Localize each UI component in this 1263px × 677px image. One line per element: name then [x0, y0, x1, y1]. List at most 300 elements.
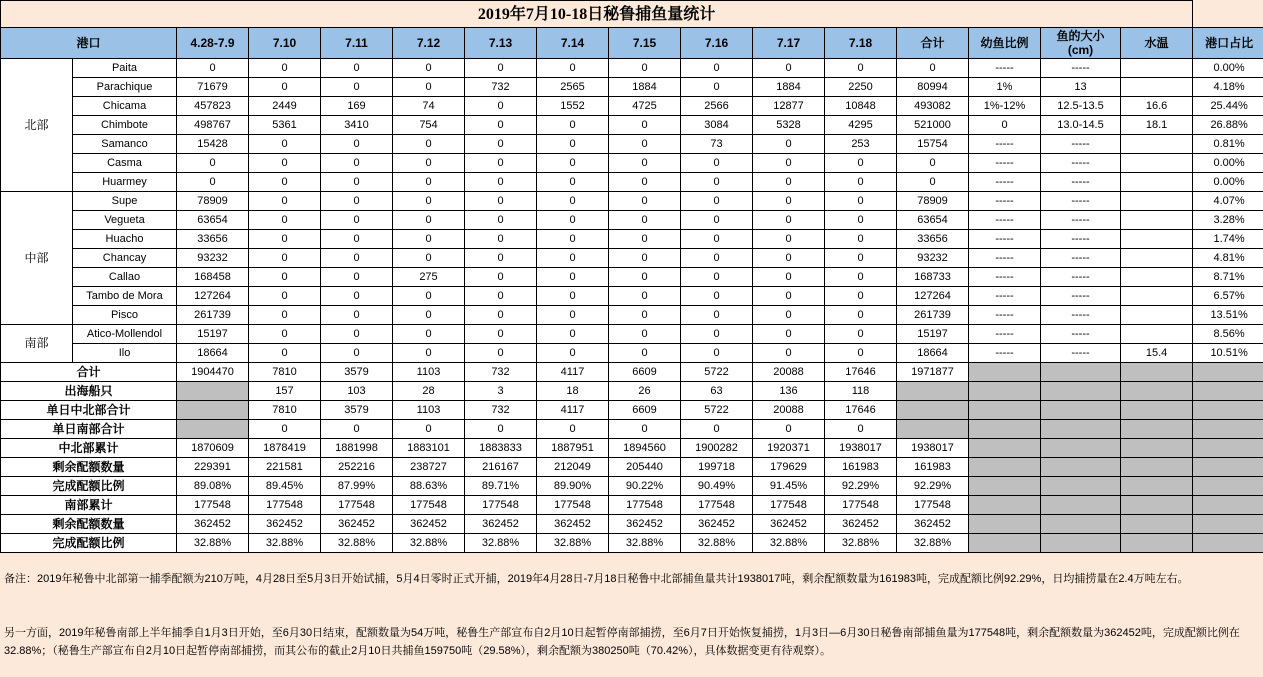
summary-cell: [897, 401, 969, 420]
data-cell: 0: [465, 325, 537, 344]
summary-cell: 0: [465, 420, 537, 439]
summary-label: 合计: [1, 363, 177, 382]
header-fish-size-label: 鱼的大小: [1056, 29, 1105, 43]
data-cell: 16.6: [1121, 97, 1193, 116]
data-cell: 0: [825, 173, 897, 192]
empty-gray-cell: [969, 458, 1041, 477]
summary-label: 中北部累计: [1, 439, 177, 458]
data-cell: 0: [537, 59, 609, 78]
data-cell: -----: [969, 306, 1041, 325]
data-cell: 0: [393, 306, 465, 325]
data-cell: 0: [681, 78, 753, 97]
data-cell: 2449: [249, 97, 321, 116]
summary-cell: 32.88%: [537, 534, 609, 553]
empty-gray-cell: [1041, 515, 1121, 534]
summary-cell: 205440: [609, 458, 681, 477]
data-cell: 10848: [825, 97, 897, 116]
empty-gray-cell: [1193, 515, 1263, 534]
summary-cell: 17646: [825, 401, 897, 420]
data-cell: 5361: [249, 116, 321, 135]
data-cell: 1%: [969, 78, 1041, 97]
header-cell: 幼鱼比例: [969, 28, 1041, 59]
header-cell: 水温: [1121, 28, 1193, 59]
data-cell: 0: [249, 211, 321, 230]
data-cell: 0: [825, 344, 897, 363]
summary-cell: 1938017: [825, 439, 897, 458]
summary-label: 单日南部合计: [1, 420, 177, 439]
data-cell: 0: [321, 59, 393, 78]
data-cell: 0: [465, 116, 537, 135]
port-name: Chimbote: [73, 116, 177, 135]
data-cell: 0: [825, 192, 897, 211]
empty-gray-cell: [969, 534, 1041, 553]
data-cell: 275: [393, 268, 465, 287]
summary-cell: 0: [753, 420, 825, 439]
data-cell: -----: [969, 192, 1041, 211]
data-cell: 0: [609, 154, 681, 173]
summary-cell: 0: [537, 420, 609, 439]
data-cell: 0: [465, 249, 537, 268]
port-name: Supe: [73, 192, 177, 211]
data-cell: 33656: [177, 230, 249, 249]
empty-gray-cell: [969, 477, 1041, 496]
data-cell: 0: [897, 173, 969, 192]
data-cell: 0: [609, 59, 681, 78]
data-cell: 457823: [177, 97, 249, 116]
summary-cell: 18: [537, 382, 609, 401]
summary-cell: 177548: [537, 496, 609, 515]
header-cell: 7.12: [393, 28, 465, 59]
data-cell: -----: [1041, 59, 1121, 78]
data-cell: 0: [249, 325, 321, 344]
empty-gray-cell: [1193, 458, 1263, 477]
data-cell: 0: [825, 325, 897, 344]
data-cell: 0: [609, 211, 681, 230]
data-cell: 0: [249, 306, 321, 325]
data-cell: -----: [969, 268, 1041, 287]
data-cell: 0: [537, 116, 609, 135]
empty-gray-cell: [969, 420, 1041, 439]
summary-cell: 91.45%: [753, 477, 825, 496]
data-cell: 0: [465, 230, 537, 249]
data-cell: 0: [321, 249, 393, 268]
data-cell: 0: [249, 59, 321, 78]
data-cell: -----: [969, 344, 1041, 363]
empty-gray-cell: [1121, 420, 1193, 439]
summary-cell: 0: [249, 420, 321, 439]
table-row: [1, 78, 1263, 97]
port-name: Chicama: [73, 97, 177, 116]
data-cell: 0: [753, 173, 825, 192]
summary-cell: 177548: [321, 496, 393, 515]
empty-gray-cell: [1121, 477, 1193, 496]
data-cell: 0: [825, 154, 897, 173]
data-cell: -----: [969, 154, 1041, 173]
data-cell: -----: [969, 211, 1041, 230]
summary-row: [1, 401, 1263, 420]
data-cell: 0: [321, 192, 393, 211]
data-cell: -----: [1041, 173, 1121, 192]
empty-gray-cell: [1193, 477, 1263, 496]
empty-gray-cell: [1121, 401, 1193, 420]
data-cell: 1884: [609, 78, 681, 97]
data-cell: 13.51%: [1193, 306, 1263, 325]
data-cell: -----: [1041, 249, 1121, 268]
summary-cell: 6609: [609, 363, 681, 382]
summary-cell: 1894560: [609, 439, 681, 458]
data-cell: -----: [1041, 268, 1121, 287]
empty-gray-cell: [1041, 477, 1121, 496]
data-cell: 0: [321, 135, 393, 154]
port-name: Ilo: [73, 344, 177, 363]
region-label: 南部: [1, 325, 73, 363]
data-cell: [1121, 306, 1193, 325]
empty-gray-cell: [1041, 534, 1121, 553]
empty-gray-cell: [1121, 363, 1193, 382]
data-cell: 127264: [177, 287, 249, 306]
data-cell: -----: [969, 325, 1041, 344]
summary-row: [1, 420, 1263, 439]
summary-cell: 7810: [249, 363, 321, 382]
summary-cell: 1900282: [681, 439, 753, 458]
data-cell: 0: [537, 325, 609, 344]
summary-cell: 136: [753, 382, 825, 401]
data-cell: 0: [897, 59, 969, 78]
summary-cell: 89.71%: [465, 477, 537, 496]
data-cell: 0: [825, 211, 897, 230]
data-cell: 0: [321, 78, 393, 97]
summary-cell: 32.88%: [321, 534, 393, 553]
data-cell: 2565: [537, 78, 609, 97]
table-title: 2019年7月10-18日秘鲁捕鱼量统计: [1, 1, 1193, 28]
data-cell: 0: [753, 59, 825, 78]
summary-cell: 63: [681, 382, 753, 401]
data-cell: 4725: [609, 97, 681, 116]
data-cell: 0: [465, 173, 537, 192]
summary-cell: 32.88%: [393, 534, 465, 553]
summary-cell: 177548: [393, 496, 465, 515]
summary-cell: 89.08%: [177, 477, 249, 496]
table-row: [1, 325, 1263, 344]
data-cell: 169: [321, 97, 393, 116]
summary-cell: [177, 401, 249, 420]
summary-row: [1, 439, 1263, 458]
empty-gray-cell: [1041, 420, 1121, 439]
data-cell: 15.4: [1121, 344, 1193, 363]
data-cell: 0: [681, 192, 753, 211]
data-cell: -----: [1041, 325, 1121, 344]
header-row: [1, 28, 1263, 59]
data-cell: [1121, 268, 1193, 287]
data-cell: 13.0-14.5: [1041, 116, 1121, 135]
port-name: Vegueta: [73, 211, 177, 230]
header-cell: 7.14: [537, 28, 609, 59]
summary-row: [1, 458, 1263, 477]
data-cell: 754: [393, 116, 465, 135]
summary-cell: 32.88%: [753, 534, 825, 553]
empty-gray-cell: [1121, 439, 1193, 458]
data-cell: 3.28%: [1193, 211, 1263, 230]
header-cell: 港口占比: [1193, 28, 1263, 59]
data-cell: [1121, 154, 1193, 173]
data-cell: 0: [249, 287, 321, 306]
empty-gray-cell: [1041, 439, 1121, 458]
empty-gray-cell: [969, 515, 1041, 534]
data-cell: 0: [681, 211, 753, 230]
data-cell: 80994: [897, 78, 969, 97]
summary-label: 南部累计: [1, 496, 177, 515]
data-cell: 0: [465, 344, 537, 363]
table-row: [1, 249, 1263, 268]
data-cell: 0: [465, 97, 537, 116]
summary-cell: 177548: [465, 496, 537, 515]
data-cell: -----: [1041, 344, 1121, 363]
summary-cell: 362452: [249, 515, 321, 534]
port-name: Pisco: [73, 306, 177, 325]
table-row: [1, 287, 1263, 306]
summary-cell: 32.88%: [681, 534, 753, 553]
empty-gray-cell: [969, 363, 1041, 382]
data-cell: 0: [249, 135, 321, 154]
header-cell: 7.10: [249, 28, 321, 59]
summary-label: 完成配额比例: [1, 477, 177, 496]
data-cell: 0: [825, 287, 897, 306]
data-cell: 25.44%: [1193, 97, 1263, 116]
summary-cell: [177, 420, 249, 439]
data-cell: 2250: [825, 78, 897, 97]
data-cell: 498767: [177, 116, 249, 135]
table-row: [1, 211, 1263, 230]
data-cell: 15428: [177, 135, 249, 154]
summary-cell: 362452: [537, 515, 609, 534]
summary-cell: 1883101: [393, 439, 465, 458]
data-cell: 0: [321, 230, 393, 249]
data-cell: 0: [537, 211, 609, 230]
data-cell: 0: [609, 287, 681, 306]
data-cell: 0: [825, 230, 897, 249]
summary-cell: 177548: [825, 496, 897, 515]
header-cell: 7.18: [825, 28, 897, 59]
port-name: Atico-Mollendol: [73, 325, 177, 344]
summary-cell: 3579: [321, 401, 393, 420]
data-cell: 127264: [897, 287, 969, 306]
data-cell: 2566: [681, 97, 753, 116]
data-cell: 93232: [897, 249, 969, 268]
data-cell: 4.81%: [1193, 249, 1263, 268]
data-cell: 13: [1041, 78, 1121, 97]
note-south: 另一方面，2019年秘鲁南部上半年捕季自1月3日开始，至6月30日结束，配额数量为54万吨，秘鲁生产部宣布自2月10日起暂停南部捕捞，至6月7日开始恢复捕捞，1月3日—6月30日秘鲁南部捕鱼量为177548吨，剩余配额数量为362452吨，完成配额比例在32.88%；（秘鲁生产部宣布自2月10日起暂停南部捕捞，而其公布的截止2月10日共捕鱼159750吨（29.58%），剩余配额为380250吨（70.42%），具体数据变更有待观察）。: [4, 627, 1240, 657]
data-cell: 0: [537, 344, 609, 363]
data-cell: 0: [465, 211, 537, 230]
data-cell: 12.5-13.5: [1041, 97, 1121, 116]
data-cell: 0: [537, 230, 609, 249]
summary-label: 出海船只: [1, 382, 177, 401]
port-name: Casma: [73, 154, 177, 173]
summary-cell: 157: [249, 382, 321, 401]
data-cell: 0: [825, 306, 897, 325]
data-cell: 15197: [177, 325, 249, 344]
table-row: [1, 59, 1263, 78]
data-cell: [1121, 211, 1193, 230]
data-cell: [1121, 192, 1193, 211]
summary-cell: 87.99%: [321, 477, 393, 496]
summary-cell: 212049: [537, 458, 609, 477]
data-cell: 168733: [897, 268, 969, 287]
data-cell: 0: [465, 59, 537, 78]
data-cell: 1.74%: [1193, 230, 1263, 249]
summary-label: 剩余配额数量: [1, 458, 177, 477]
summary-row: [1, 477, 1263, 496]
port-name: Paita: [73, 59, 177, 78]
summary-cell: 90.22%: [609, 477, 681, 496]
data-cell: 0: [249, 268, 321, 287]
summary-cell: 362452: [825, 515, 897, 534]
data-cell: 0: [393, 173, 465, 192]
data-cell: 0: [753, 325, 825, 344]
data-cell: 0.00%: [1193, 173, 1263, 192]
data-cell: 10.51%: [1193, 344, 1263, 363]
data-cell: 521000: [897, 116, 969, 135]
summary-cell: 5722: [681, 401, 753, 420]
summary-cell: 1103: [393, 363, 465, 382]
data-cell: 0.00%: [1193, 59, 1263, 78]
summary-cell: 32.88%: [465, 534, 537, 553]
data-cell: 4295: [825, 116, 897, 135]
data-cell: -----: [969, 230, 1041, 249]
summary-cell: 92.29%: [897, 477, 969, 496]
data-cell: 33656: [897, 230, 969, 249]
data-cell: -----: [969, 59, 1041, 78]
data-cell: 0: [753, 287, 825, 306]
header-cell: 7.15: [609, 28, 681, 59]
data-cell: 0: [609, 192, 681, 211]
region-label: 北部: [1, 59, 73, 192]
data-cell: [1121, 287, 1193, 306]
summary-cell: 0: [609, 420, 681, 439]
empty-gray-cell: [1193, 401, 1263, 420]
data-cell: 71679: [177, 78, 249, 97]
empty-gray-cell: [1193, 439, 1263, 458]
empty-gray-cell: [1121, 458, 1193, 477]
table-row: [1, 230, 1263, 249]
summary-cell: 4117: [537, 363, 609, 382]
header-cell: 合计: [897, 28, 969, 59]
data-cell: 0: [825, 268, 897, 287]
data-cell: 0: [321, 325, 393, 344]
data-cell: 0: [249, 249, 321, 268]
header-cell: 7.13: [465, 28, 537, 59]
summary-cell: 5722: [681, 363, 753, 382]
data-cell: 0: [681, 344, 753, 363]
summary-cell: 177548: [753, 496, 825, 515]
data-cell: 1%-12%: [969, 97, 1041, 116]
data-cell: 0.00%: [1193, 154, 1263, 173]
data-cell: 0: [249, 344, 321, 363]
data-cell: 8.71%: [1193, 268, 1263, 287]
summary-cell: 1904470: [177, 363, 249, 382]
data-cell: 0: [321, 287, 393, 306]
summary-cell: 177548: [609, 496, 681, 515]
summary-cell: 362452: [753, 515, 825, 534]
summary-cell: 0: [321, 420, 393, 439]
data-cell: 4.07%: [1193, 192, 1263, 211]
data-cell: [1121, 249, 1193, 268]
summary-cell: 216167: [465, 458, 537, 477]
summary-cell: 118: [825, 382, 897, 401]
table-row: [1, 154, 1263, 173]
empty-gray-cell: [1121, 515, 1193, 534]
data-cell: [1121, 173, 1193, 192]
summary-cell: 90.49%: [681, 477, 753, 496]
data-cell: 0: [465, 192, 537, 211]
summary-row: [1, 515, 1263, 534]
summary-cell: 229391: [177, 458, 249, 477]
header-fish-size: [1041, 28, 1121, 59]
data-cell: 0: [177, 154, 249, 173]
summary-cell: 362452: [897, 515, 969, 534]
data-cell: 74: [393, 97, 465, 116]
summary-cell: 1870609: [177, 439, 249, 458]
data-cell: 261739: [177, 306, 249, 325]
summary-cell: 4117: [537, 401, 609, 420]
summary-label: 剩余配额数量: [1, 515, 177, 534]
data-cell: 8.56%: [1193, 325, 1263, 344]
empty-gray-cell: [1193, 420, 1263, 439]
data-cell: 93232: [177, 249, 249, 268]
data-cell: 0: [465, 154, 537, 173]
data-cell: 4.18%: [1193, 78, 1263, 97]
data-cell: 0: [249, 173, 321, 192]
data-cell: 0: [609, 230, 681, 249]
data-cell: 0: [681, 325, 753, 344]
data-cell: 0: [177, 173, 249, 192]
data-cell: 0: [537, 173, 609, 192]
data-cell: 0: [681, 154, 753, 173]
data-cell: 493082: [897, 97, 969, 116]
data-cell: 0: [681, 306, 753, 325]
data-cell: -----: [1041, 306, 1121, 325]
summary-row: [1, 382, 1263, 401]
data-cell: 0: [753, 154, 825, 173]
data-cell: -----: [1041, 230, 1121, 249]
data-cell: 5328: [753, 116, 825, 135]
summary-cell: 177548: [681, 496, 753, 515]
data-cell: 0: [753, 135, 825, 154]
summary-cell: 103: [321, 382, 393, 401]
data-cell: 0: [465, 268, 537, 287]
data-cell: 0: [897, 154, 969, 173]
data-cell: 0: [393, 287, 465, 306]
port-name: Parachique: [73, 78, 177, 97]
data-cell: 0: [753, 249, 825, 268]
port-name: Samanco: [73, 135, 177, 154]
summary-label: 单日中北部合计: [1, 401, 177, 420]
summary-cell: 177548: [249, 496, 321, 515]
data-cell: 0: [249, 192, 321, 211]
header-cell: 7.16: [681, 28, 753, 59]
summary-cell: 1878419: [249, 439, 321, 458]
data-cell: 0: [753, 268, 825, 287]
data-cell: 0: [393, 192, 465, 211]
summary-cell: 161983: [825, 458, 897, 477]
data-cell: 0: [609, 306, 681, 325]
summary-cell: 0: [825, 420, 897, 439]
data-cell: 0: [465, 306, 537, 325]
summary-cell: 92.29%: [825, 477, 897, 496]
data-cell: 0: [393, 249, 465, 268]
header-cell: 7.11: [321, 28, 393, 59]
empty-gray-cell: [969, 382, 1041, 401]
